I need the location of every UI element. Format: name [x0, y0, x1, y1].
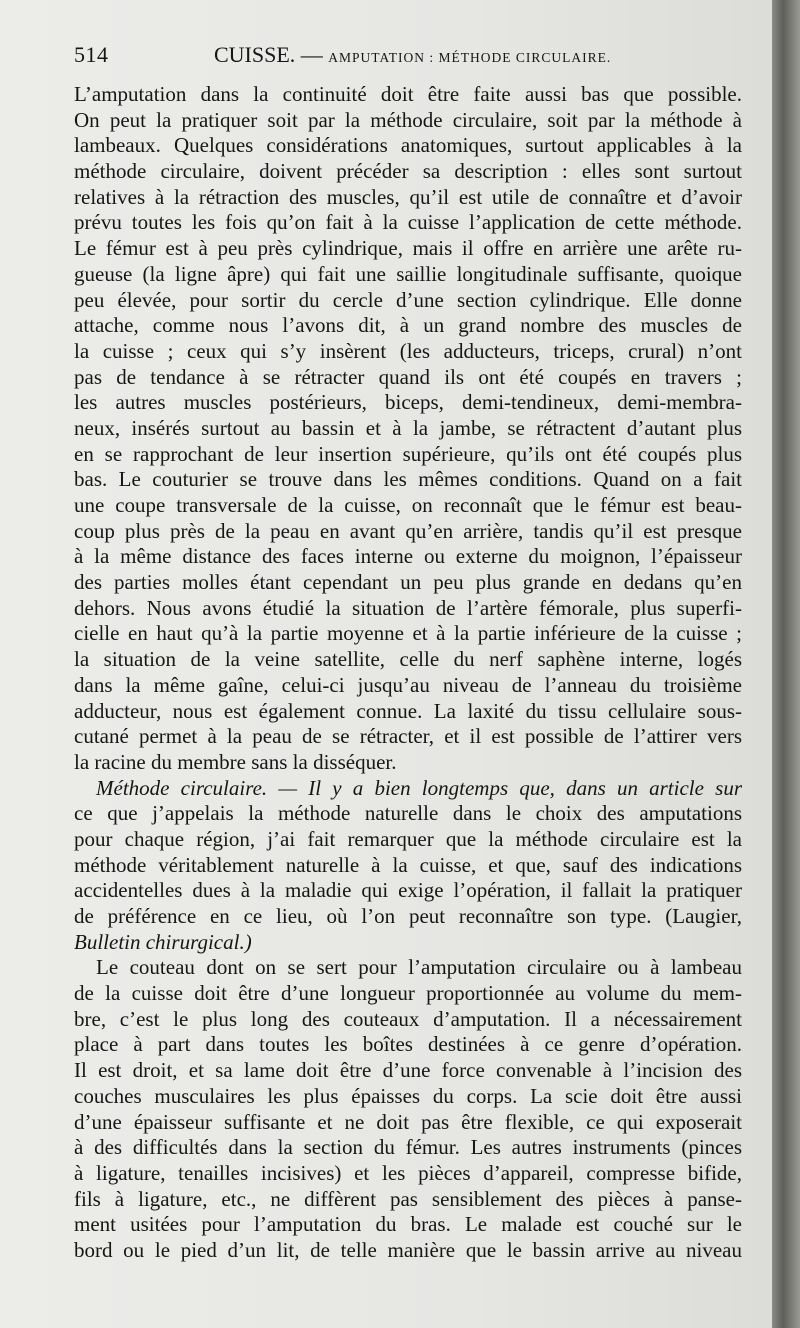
text-line: la situation de la veine satellite, celle du nerf saphène interne, logés: [74, 647, 742, 672]
text-line: pas de tendance à se rétracter quand ils ont été coupés en travers ;: [74, 364, 742, 389]
text-line: peu élevée, pour sortir du cercle d’une section cylindrique. Elle donne: [74, 287, 742, 312]
text-line: [74, 776, 742, 802]
text-line: place à part dans toutes les boîtes destinées à ce genre d’opération.: [74, 1032, 742, 1057]
text-line: cielle en haut qu’à la partie moyenne et à la partie inférieure de la cuisse ;: [74, 621, 742, 646]
text-line: à la même distance des faces interne ou externe du moignon, l’épaisseur: [74, 544, 742, 569]
text-line: de la cuisse doit être d’une longueur proportionnée au volume du mem-: [74, 981, 742, 1006]
text-line: prévu toutes les fois qu’on fait à la cuisse l’application de cette méthode.: [74, 210, 742, 235]
text-line: Il est droit, et sa lame doit être d’une force convenable à l’incision des: [74, 1058, 742, 1083]
text-line: bre, c’est le plus long des couteaux d’amputation. Il a nécessairement: [74, 1006, 742, 1031]
text-line: la racine du membre sans la disséquer.: [74, 749, 397, 774]
text-line: à des difficultés dans la section du fémur. Les autres instruments (pinces: [74, 1135, 742, 1160]
text-line: en se rapprochant de leur insertion supérieure, qu’ils ont été coupés plus: [74, 441, 742, 466]
text-line: accidentelles dues à la maladie qui exige l’opération, il fallait la pratiquer: [74, 878, 742, 903]
text-line: L’amputation dans la continuité doit être faite aussi bas que possible.: [74, 82, 742, 106]
text-line: méthode véritablement naturelle à la cuisse, et que, sauf des indications: [74, 852, 742, 877]
text-line: bas. Le couturier se trouve dans les mêmes conditions. Quand on a fait: [74, 467, 742, 492]
body-text: [74, 82, 742, 1264]
text-line: d’une épaisseur suffisante et ne doit pas être flexible, ce qui exposerait: [74, 1109, 742, 1134]
text-line: adducteur, nous est également connue. La laxité du tissu cellulaire sous-: [74, 698, 742, 723]
text-line: [74, 930, 742, 956]
text-line: coup plus près de la peau en avant qu’en arrière, tandis qu’il est presque: [74, 518, 742, 543]
text-line: ment usitées pour l’amputation du bras. Le malade est couché sur le: [74, 1212, 742, 1237]
text-line: couches musculaires les plus épaisses du corps. La scie doit être aussi: [74, 1083, 742, 1108]
text-line: une coupe transversale de la cuisse, on reconnaît que le fémur est beau-: [74, 493, 742, 517]
page-number: 514: [74, 42, 109, 67]
text-line: des parties molles étant cependant un peu plus grande en dedans qu’en: [74, 570, 742, 595]
text-line: Le couteau dont on se sert pour l’amputation circulaire ou à lambeau: [96, 955, 742, 980]
text-line: Le fémur est à peu près cylindrique, mais il offre en arrière une arête ru-: [74, 236, 742, 261]
text-line: dans la même gaîne, celui-ci jusqu’au niveau de l’anneau du troisième: [74, 672, 742, 697]
section-heading: Méthode circulaire. — Il y a bien longtemps que, dans un article sur: [96, 775, 742, 800]
running-head-subtitle: AMPUTATION : MÉTHODE CIRCULAIRE.: [328, 50, 612, 65]
running-head: [214, 42, 611, 68]
text-line: la cuisse ; ceux qui s’y insèrent (les adducteurs, triceps, crural) n’ont: [74, 338, 742, 363]
text-line: à ligature, tenailles incisives) et les pièces d’appareil, compresse bifide,: [74, 1160, 742, 1185]
text-line: relatives à la rétraction des muscles, qu’il est utile de connaître et d’avoir: [74, 184, 742, 209]
text-line: pour chaque région, j’ai fait remarquer que la méthode circulaire est la: [74, 826, 742, 851]
text-line: de préférence en ce lieu, où l’on peut reconnaître son type. (Laugier,: [74, 904, 742, 928]
text-line: attache, comme nous l’avons dit, à un grand nombre des muscles de: [74, 313, 742, 338]
page-header: [74, 42, 744, 76]
text-line: méthode circulaire, doivent précéder sa description : elles sont surtout: [74, 159, 742, 184]
text-line: lambeaux. Quelques considérations anatomiques, surtout applicables à la: [74, 133, 742, 158]
text-line: bord ou le pied d’un lit, de telle manière que le bassin arrive au niveau: [74, 1237, 742, 1262]
text-line: cutané permet à la peau de se rétracter, et il est possible de l’attirer vers: [74, 724, 742, 749]
text-line: ce que j’appelais la méthode naturelle dans le choix des amputations: [74, 801, 742, 826]
page-gutter-shadow: [772, 0, 800, 1328]
text-line: neux, insérés surtout au bassin et à la jambe, se rétractent d’autant plus: [74, 415, 742, 440]
text-line: les autres muscles postérieurs, biceps, demi-tendineux, demi-membra-: [74, 390, 742, 415]
citation: Bulletin chirurgical.): [74, 929, 252, 954]
running-head-title: CUISSE. —: [214, 42, 323, 67]
text-line: fils à ligature, etc., ne diffèrent pas sensiblement des pièces à panse-: [74, 1186, 742, 1211]
text-line: dehors. Nous avons étudié la situation de l’artère fémorale, plus superfi-: [74, 595, 742, 620]
text-line: On peut la pratiquer soit par la méthode circulaire, soit par la méthode à: [74, 107, 742, 132]
text-line: gueuse (la ligne âpre) qui fait une saillie longitudinale suffisante, quoique: [74, 261, 742, 286]
